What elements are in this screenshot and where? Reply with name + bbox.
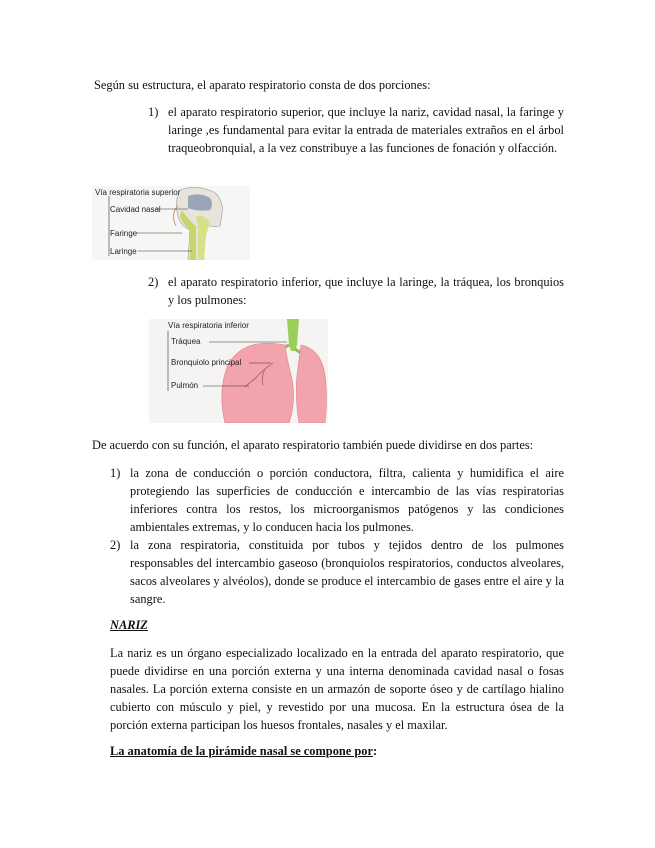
anatomy-heading-text: La anatomía de la pirámide nasal se compone por bbox=[110, 744, 373, 758]
nariz-paragraph: La nariz es un órgano especializado localizado en la entrada del aparato respiratorio, que puede dividirse en una porción externa y una interna denominada cavidad nasal o fosas nasales. La porción externa consiste en un armazón de soporte óseo y de cartílago hialino cubierto con músculo y piel, y revestido por una mucosa. En la estructura ósea de la porción externa participan los huesos frontales, nasales y el maxilar. bbox=[110, 646, 564, 732]
anatomy-heading-colon: : bbox=[372, 744, 378, 758]
lower-tract-text: el aparato respiratorio inferior, que incluye la laringe, la tráquea, los bronquios y los pulmones: bbox=[168, 275, 564, 307]
list-number: 2) bbox=[148, 275, 159, 289]
list-number: 2) bbox=[110, 538, 121, 552]
figure-label-laringe: Laringe bbox=[110, 247, 137, 256]
figure-label-bronquiolo: Bronquiolo principal bbox=[171, 358, 242, 367]
function-intro-paragraph: De acuerdo con su función, el aparato respiratorio también puede dividirse en dos partes: bbox=[92, 438, 534, 452]
section-title-nariz: NARIZ bbox=[110, 618, 148, 632]
intro-paragraph: Según su estructura, el aparato respiratorio consta de dos porciones: bbox=[94, 78, 431, 92]
figure-leader-lines bbox=[149, 319, 328, 423]
figure-leader-lines bbox=[92, 186, 250, 260]
upper-tract-text: el aparato respiratorio superior, que incluye la nariz, cavidad nasal, la faringe y laringe ,es fundamental para evitar la entrada de materiales extraños en el árbol traqueobronquial, a la vez constribuye a las funciones de fonación y olfacción. bbox=[168, 105, 564, 155]
figure-title: Vía respiratoria superior bbox=[95, 188, 181, 197]
upper-respiratory-figure bbox=[92, 186, 250, 260]
list-number: 1) bbox=[110, 466, 121, 480]
anatomy-heading bbox=[110, 742, 377, 760]
figure-label-pulmon: Pulmón bbox=[171, 381, 199, 390]
list-number: 1) bbox=[148, 105, 159, 119]
lower-respiratory-figure bbox=[149, 319, 328, 423]
figure-label-faringe: Faringe bbox=[110, 229, 138, 238]
respiratory-zone-text: la zona respiratoria, constituida por tubos y tejidos dentro de los pulmones responsables del intercambio gaseoso (bronquiolos respiratorios, conductos alveolares, sacos alveolares y alvéolos), donde se produce el intercambio de gases entre el aire y la sangre. bbox=[130, 538, 564, 606]
figure-label-traquea: Tráquea bbox=[171, 337, 201, 346]
conduction-zone-text: la zona de conducción o porción conductora, filtra, calienta y humidifica el aire protegiendo las superficies de conducción e intercambio de las vías respiratorias inferiores contra los restos, los microorganismos patógenos y las condiciones ambientales extremas, y lo conducen hacia los pulmones. bbox=[130, 466, 564, 534]
figure-title: Vía respiratoria inferior bbox=[168, 321, 249, 330]
figure-label-cavidad-nasal: Cavidad nasal bbox=[110, 205, 161, 214]
